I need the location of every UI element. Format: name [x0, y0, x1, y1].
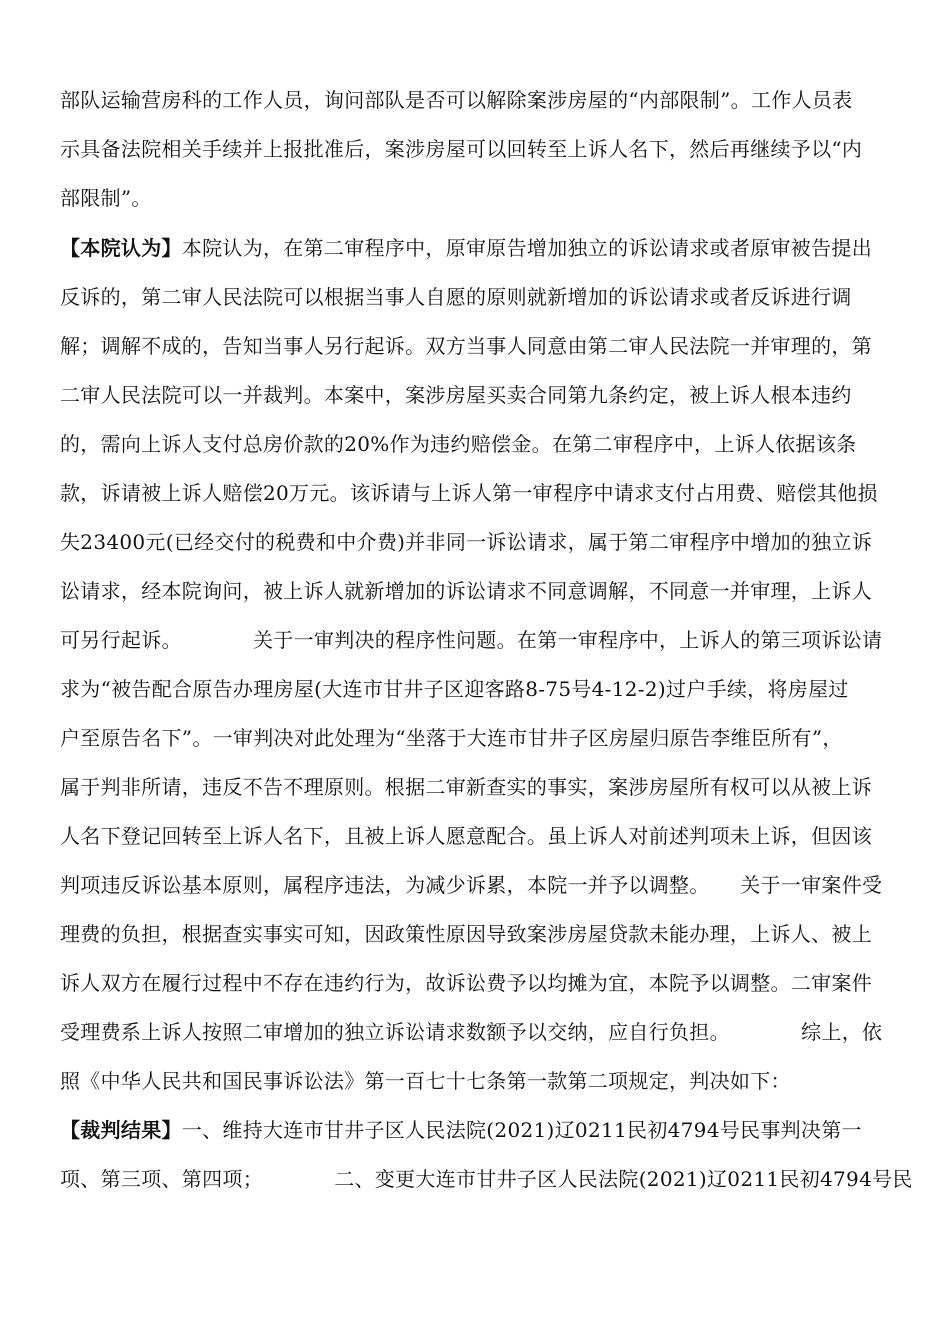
text-line: 可另行起诉。 关于一审判决的程序性问题。在第一审程序中，上诉人的第三项诉讼请: [60, 628, 883, 652]
text-line: 二审人民法院可以一并裁判。本案中，案涉房屋买卖合同第九条约定，被上诉人根本违约: [60, 383, 852, 407]
text-line: 失23400元(已经交付的税费和中介费)并非同一诉讼请求，属于第二审程序中增加的独立诉: [60, 530, 873, 554]
text-line: 部限制”。: [60, 186, 152, 210]
text-line: 解；调解不成的，告知当事人另行起诉。双方当事人同意由第二审人民法院一并审理的，第: [60, 334, 872, 358]
text-line: 照《中华人民共和国民事诉讼法》第一百七十七条第一款第二项规定，判决如下：: [60, 1069, 791, 1093]
judgment-result-paragraph-start: [60, 1118, 862, 1142]
text-line: 项、第三项、第四项； 二、变更大连市甘井子区人民法院(2021)辽0211民初4794号民: [60, 1167, 913, 1191]
text-line: 求为“被告配合原告办理房屋(大连市甘井子区迎客路8-75号4-12-2)过户手续，将房屋过: [60, 677, 849, 701]
text-line: 人名下登记回转至上诉人名下，且被上诉人愿意配合。虽上诉人对前述判项未上诉，但因该: [60, 824, 872, 848]
judgment-result-label: 【裁判结果】: [60, 1118, 182, 1142]
text-line: 的，需向上诉人支付总房价款的20%作为违约赔偿金。在第二审程序中，上诉人依据该条: [60, 432, 857, 456]
text-line: 反诉的，第二审人民法院可以根据当事人自愿的原则就新增加的诉讼请求或者反诉进行调: [60, 285, 852, 309]
text-line: 一、维持大连市甘井子区人民法院(2021)辽0211民初4794号民事判决第一: [181, 1118, 862, 1142]
text-line: 判项违反诉讼基本原则，属程序违法，为减少诉累，本院一并予以调整。 关于一审案件受: [60, 873, 883, 897]
text-line: 理费的负担，根据查实事实可知，因政策性原因导致案涉房屋贷款未能办理，上诉人、被上: [60, 922, 872, 946]
text-line: 诉人双方在履行过程中不存在违约行为，故诉讼费予以均摊为宜，本院予以调整。二审案件: [60, 971, 872, 995]
text-line: 受理费系上诉人按照二审增加的独立诉讼请求数额予以交纳，应自行负担。 综上，依: [60, 1020, 883, 1044]
text-line: 款，诉请被上诉人赔偿20万元。该诉请与上诉人第一审程序中请求支付占用费、赔偿其他损: [60, 481, 878, 505]
court-opinion-label: 【本院认为】: [60, 236, 182, 260]
text-line: 属于判非所请，违反不告不理原则。根据二审新查实的事实，案涉房屋所有权可以从被上诉: [60, 775, 872, 799]
text-line: 户至原告名下”。一审判决对此处理为“坐落于大连市甘井子区房屋归原告李维臣所有”，: [60, 726, 843, 750]
court-opinion-paragraph-start: [60, 236, 872, 260]
text-line: 讼请求，经本院询问，被上诉人就新增加的诉讼请求不同意调解，不同意一并审理，上诉人: [60, 579, 872, 603]
text-line: 部队运输营房科的工作人员，询问部队是否可以解除案涉房屋的“内部限制”。工作人员表: [60, 88, 853, 112]
text-line: 本院认为，在第二审程序中，原审原告增加独立的诉讼请求或者原审被告提出: [181, 236, 873, 260]
text-line: 示具备法院相关手续并上报批准后，案涉房屋可以回转至上诉人名下，然后再继续予以“内: [60, 137, 863, 161]
